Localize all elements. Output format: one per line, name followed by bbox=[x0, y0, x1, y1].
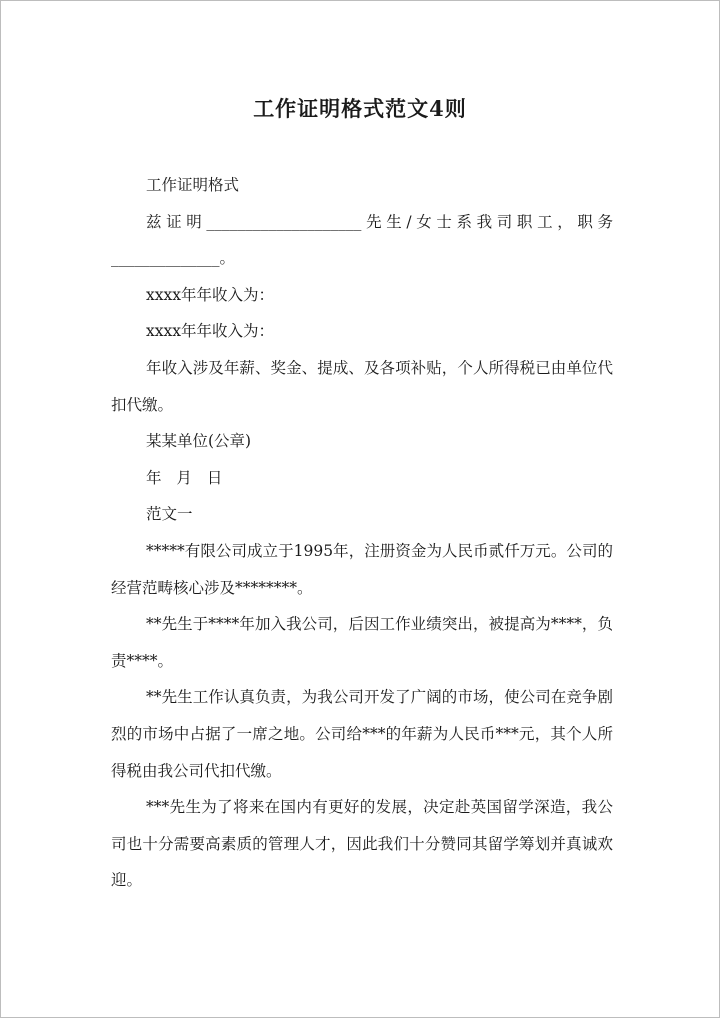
paragraph-join-promotion: **先生于****年加入我公司，后因工作业绩突出，被提高为****，负责****。 bbox=[111, 615, 613, 670]
paragraph-annual-income-2: xxxx年年收入为： bbox=[146, 322, 274, 341]
paragraph-position-blank: ______________。 bbox=[111, 249, 236, 268]
document-title: 工作证明格式范文4则 bbox=[253, 96, 467, 121]
paragraph-company-seal: 某某单位(公章) bbox=[146, 432, 252, 451]
paragraph-work-performance: **先生工作认真负责，为我公司开发了广阔的市场，使公司在竞争剧烈的市场中占据了一席之地。公司给***的年薪为人民币***元，其个人所得税由我公司代扣代缴。 bbox=[111, 688, 613, 780]
document-body bbox=[111, 167, 613, 899]
paragraph-annual-income-1: xxxx年年收入为： bbox=[146, 285, 274, 304]
paragraph-date: 年 月 日 bbox=[146, 468, 223, 487]
heading-sample-one: 范文一 bbox=[146, 505, 193, 524]
paragraph-certify-line: 兹证明____________________先生/女士系我司职工，职务 bbox=[146, 212, 613, 231]
paragraph-study-abroad: ***先生为了将来在国内有更好的发展，决定赴英国留学深造，我公司也十分需要高素质的管理人才，因此我们十分赞同其留学筹划并真诚欢迎。 bbox=[111, 798, 613, 890]
paragraph-income-details: 年收入涉及年薪、奖金、提成、及各项补贴，个人所得税已由单位代扣代缴。 bbox=[111, 358, 613, 414]
heading-certificate-format: 工作证明格式 bbox=[146, 176, 240, 194]
paragraph-company-intro: *****有限公司成立于1995年，注册资金为人民币贰仟万元。公司的经营范畴核心涉及********。 bbox=[111, 541, 613, 597]
